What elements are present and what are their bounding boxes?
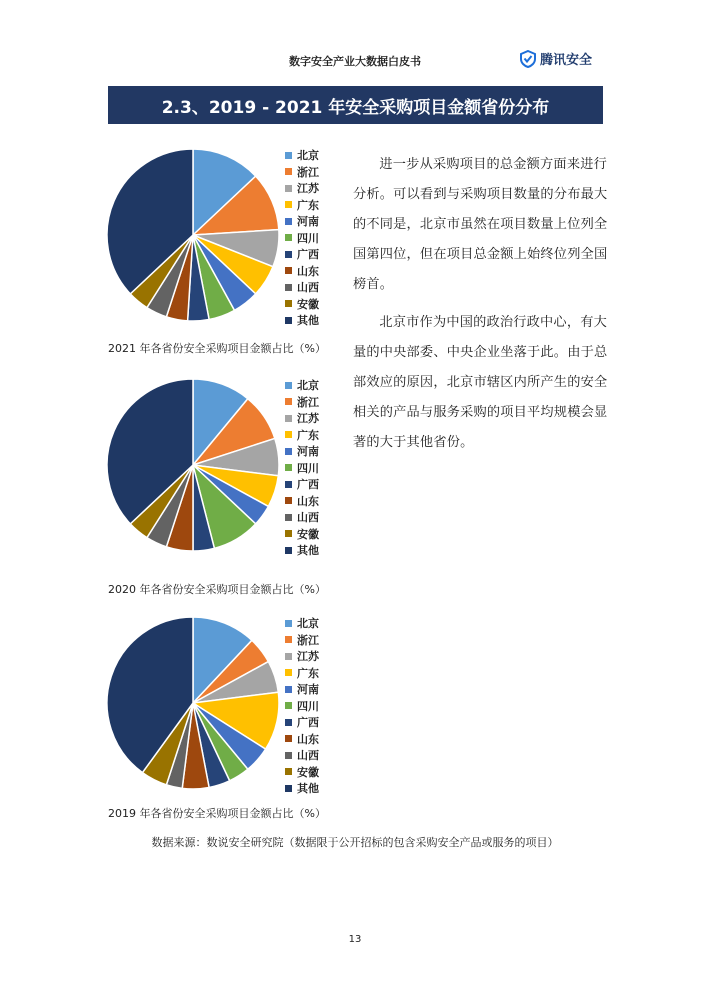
legend-item xyxy=(285,665,319,682)
legend-item xyxy=(285,731,319,748)
pie-chart-2021 xyxy=(105,145,345,328)
legend-item xyxy=(285,230,319,247)
legend-swatch xyxy=(285,547,292,554)
legend-item xyxy=(285,394,319,411)
legend-swatch xyxy=(285,702,292,709)
legend-item xyxy=(285,296,319,313)
legend-label: 其他 xyxy=(297,544,319,558)
legend-item xyxy=(285,780,319,797)
legend-label: 四川 xyxy=(297,231,319,245)
legend-label: 江苏 xyxy=(297,182,319,196)
legend-item xyxy=(285,681,319,698)
legend-swatch xyxy=(285,620,292,627)
legend-swatch xyxy=(285,431,292,438)
legend-label: 广东 xyxy=(297,428,319,442)
legend-item xyxy=(285,615,319,632)
legend-item xyxy=(285,246,319,263)
paragraph: 进一步从采购项目的总金额方面来进行分析。可以看到与采购项目数量的分布最大的不同是，北京市虽然在项目数量上位列全国第四位，但在项目总金额上始终位列全国榜首。 xyxy=(353,157,608,292)
legend-swatch xyxy=(285,464,292,471)
legend-item xyxy=(285,410,319,427)
legend-label: 浙江 xyxy=(297,633,319,647)
legend-swatch xyxy=(285,234,292,241)
legend-item xyxy=(285,164,319,181)
chart-legend xyxy=(285,377,319,559)
legend-swatch xyxy=(285,530,292,537)
legend-swatch xyxy=(285,514,292,521)
legend-item xyxy=(285,279,319,296)
legend-label: 山西 xyxy=(297,749,319,763)
legend-swatch xyxy=(285,168,292,175)
legend-label: 其他 xyxy=(297,782,319,796)
legend-swatch xyxy=(285,735,292,742)
legend-swatch xyxy=(285,415,292,422)
legend-label: 四川 xyxy=(297,461,319,475)
legend-swatch xyxy=(285,152,292,159)
shield-icon xyxy=(520,50,536,68)
legend-item xyxy=(285,180,319,197)
legend-label: 安徽 xyxy=(297,765,319,779)
legend-swatch xyxy=(285,768,292,775)
legend-swatch xyxy=(285,636,292,643)
pie-chart-2020 xyxy=(105,375,345,558)
legend-label: 山东 xyxy=(297,264,319,278)
chart-caption-2020: 2020 年各省份安全采购项目金额占比（%） xyxy=(108,583,326,596)
chart-caption-2021: 2021 年各省份安全采购项目金额占比（%） xyxy=(108,342,326,355)
legend-label: 北京 xyxy=(297,149,319,163)
legend-item xyxy=(285,493,319,510)
legend-label: 浙江 xyxy=(297,395,319,409)
paragraph: 北京市作为中国的政治行政中心，有大量的中央部委、中央企业坐落于此。由于总部效应的原因，北京市辖区内所产生的安全相关的产品与服务采购的项目平均规模会显著的大于其他省份。 xyxy=(353,315,608,450)
legend-item xyxy=(285,509,319,526)
legend-label: 河南 xyxy=(297,215,319,229)
legend-item xyxy=(285,312,319,329)
legend-label: 北京 xyxy=(297,379,319,393)
pie-chart-2019 xyxy=(105,613,345,796)
legend-label: 山东 xyxy=(297,732,319,746)
legend-swatch xyxy=(285,752,292,759)
legend-label: 江苏 xyxy=(297,650,319,664)
legend-swatch xyxy=(285,398,292,405)
legend-label: 广东 xyxy=(297,666,319,680)
legend-item xyxy=(285,526,319,543)
legend-label: 安徽 xyxy=(297,527,319,541)
legend-label: 四川 xyxy=(297,699,319,713)
legend-item xyxy=(285,443,319,460)
legend-item xyxy=(285,747,319,764)
legend-swatch xyxy=(285,448,292,455)
legend-label: 山西 xyxy=(297,511,319,525)
legend-item xyxy=(285,764,319,781)
chart-legend xyxy=(285,147,319,329)
legend-swatch xyxy=(285,251,292,258)
legend-swatch xyxy=(285,382,292,389)
legend-item xyxy=(285,460,319,477)
chart-legend xyxy=(285,615,319,797)
legend-swatch xyxy=(285,317,292,324)
legend-item xyxy=(285,197,319,214)
legend-swatch xyxy=(285,300,292,307)
legend-item xyxy=(285,632,319,649)
legend-item xyxy=(285,476,319,493)
legend-swatch xyxy=(285,785,292,792)
brand-name: 腾讯安全 xyxy=(540,53,593,68)
document-header-title: 数字安全产业大数据白皮书 xyxy=(289,55,421,68)
data-source-note: 数据来源：数说安全研究院（数据限于公开招标的包含采购安全产品或服务的项目） xyxy=(151,836,559,849)
legend-swatch xyxy=(285,267,292,274)
brand-logo xyxy=(520,49,592,68)
legend-swatch xyxy=(285,481,292,488)
page-number: 13 xyxy=(348,934,362,945)
legend-label: 江苏 xyxy=(297,412,319,426)
legend-item xyxy=(285,147,319,164)
analysis-text xyxy=(353,150,608,458)
legend-swatch xyxy=(285,719,292,726)
legend-label: 其他 xyxy=(297,314,319,328)
legend-item xyxy=(285,263,319,280)
legend-swatch xyxy=(285,185,292,192)
legend-item xyxy=(285,698,319,715)
legend-label: 河南 xyxy=(297,445,319,459)
legend-swatch xyxy=(285,284,292,291)
legend-swatch xyxy=(285,686,292,693)
legend-swatch xyxy=(285,497,292,504)
legend-swatch xyxy=(285,201,292,208)
legend-item xyxy=(285,714,319,731)
legend-label: 山东 xyxy=(297,494,319,508)
legend-item xyxy=(285,542,319,559)
legend-swatch xyxy=(285,669,292,676)
legend-label: 广西 xyxy=(297,478,319,492)
legend-label: 广东 xyxy=(297,198,319,212)
legend-label: 北京 xyxy=(297,617,319,631)
legend-label: 浙江 xyxy=(297,165,319,179)
chart-caption-2019: 2019 年各省份安全采购项目金额占比（%） xyxy=(108,807,326,820)
legend-label: 河南 xyxy=(297,683,319,697)
legend-item xyxy=(285,427,319,444)
legend-label: 山西 xyxy=(297,281,319,295)
legend-item xyxy=(285,648,319,665)
legend-item xyxy=(285,377,319,394)
legend-item xyxy=(285,213,319,230)
legend-swatch xyxy=(285,218,292,225)
legend-swatch xyxy=(285,653,292,660)
legend-label: 广西 xyxy=(297,248,319,262)
legend-label: 安徽 xyxy=(297,297,319,311)
legend-label: 广西 xyxy=(297,716,319,730)
section-title: 2.3、2019 - 2021 年安全采购项目金额省份分布 xyxy=(108,86,603,124)
